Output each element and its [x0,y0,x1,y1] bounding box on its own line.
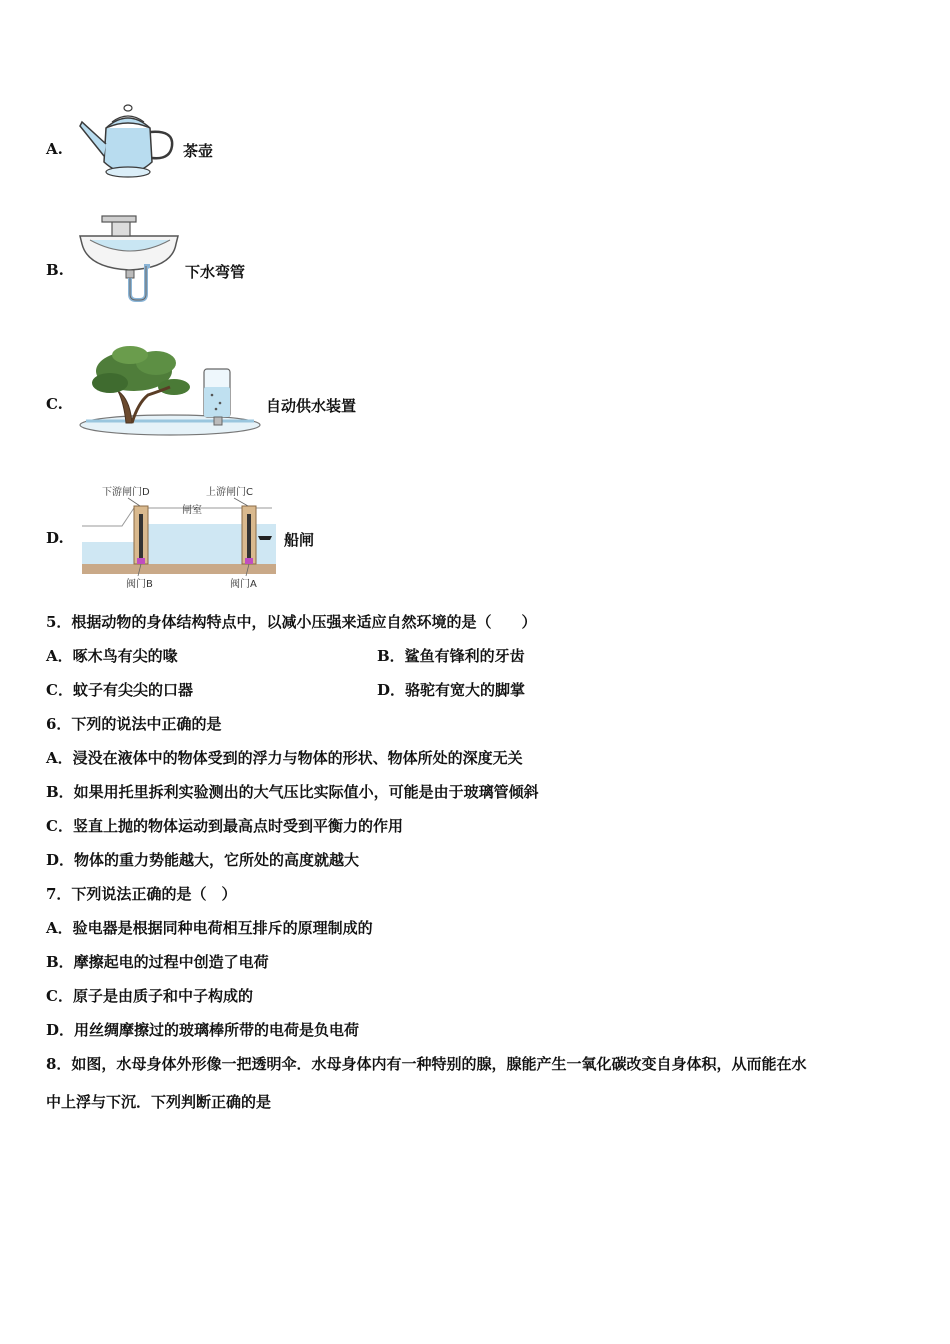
question-7-option-c: C．原子是由质子和中子构成的 [46,987,253,1005]
option-label-d: D. [46,529,64,547]
question-6-option-b: B．如果用托里拆利实验测出的大气压比实际值小，可能是由于玻璃管倾斜 [46,783,539,801]
question-5-option-d: D．骆驼有宽大的脚掌 [377,681,526,699]
caption-teapot: 茶壶 [183,142,214,160]
caption-drain: 下水弯管 [185,263,246,281]
label-upstream-gate: 上游闸门C [206,487,253,498]
bonsai-water-supply-icon [78,343,262,439]
question-8-stem-line-2: 中上浮与下沉．下列判断正确的是 [46,1093,272,1111]
label-valve-b: 阀门B [126,579,153,590]
question-6-stem: 6．下列的说法中正确的是 [46,715,222,733]
option-label-a: A. [46,140,63,158]
question-7-option-d: D．用丝绸摩擦过的玻璃棒所带的电荷是负电荷 [46,1021,360,1039]
caption-water-supply: 自动供水装置 [266,397,357,415]
question-6-option-a: A．浸没在液体中的物体受到的浮力与物体的形状、物体所处的深度无关 [46,749,523,767]
caption-ship-lock: 船闸 [284,531,315,549]
question-6-option-c: C．竖直上抛的物体运动到最高点时受到平衡力的作用 [46,817,403,835]
label-chamber: 闸室 [182,505,202,516]
teapot-icon [76,100,180,184]
sink-drain-icon [76,210,182,304]
ship-lock-icon [82,484,276,590]
label-valve-a: 阀门A [230,579,257,590]
question-5-option-c: C．蚊子有尖尖的口器 [46,681,193,699]
question-5-option-a: A．啄木鸟有尖的喙 [46,647,178,665]
question-6-option-d: D．物体的重力势能越大，它所处的高度就越大 [46,851,360,869]
question-7-stem: 7．下列说法正确的是（ ） [46,885,237,903]
question-7-option-a: A．验电器是根据同种电荷相互排斥的原理制成的 [46,919,373,937]
option-label-c: C. [46,395,63,413]
option-label-b: B. [46,261,64,279]
question-7-option-b: B．摩擦起电的过程中创造了电荷 [46,953,269,971]
question-5-option-b: B．鲨鱼有锋利的牙齿 [377,647,525,665]
question-5-stem: 5．根据动物的身体结构特点中，以减小压强来适应自然环境的是（ ） [46,613,537,631]
question-8-stem-line-1: 8．如图，水母身体外形像一把透明伞．水母身体内有一种特别的腺，腺能产生一氧化碳改变自身体积，从而能在水 [46,1055,807,1073]
label-downstream-gate: 下游闸门D [102,487,150,498]
